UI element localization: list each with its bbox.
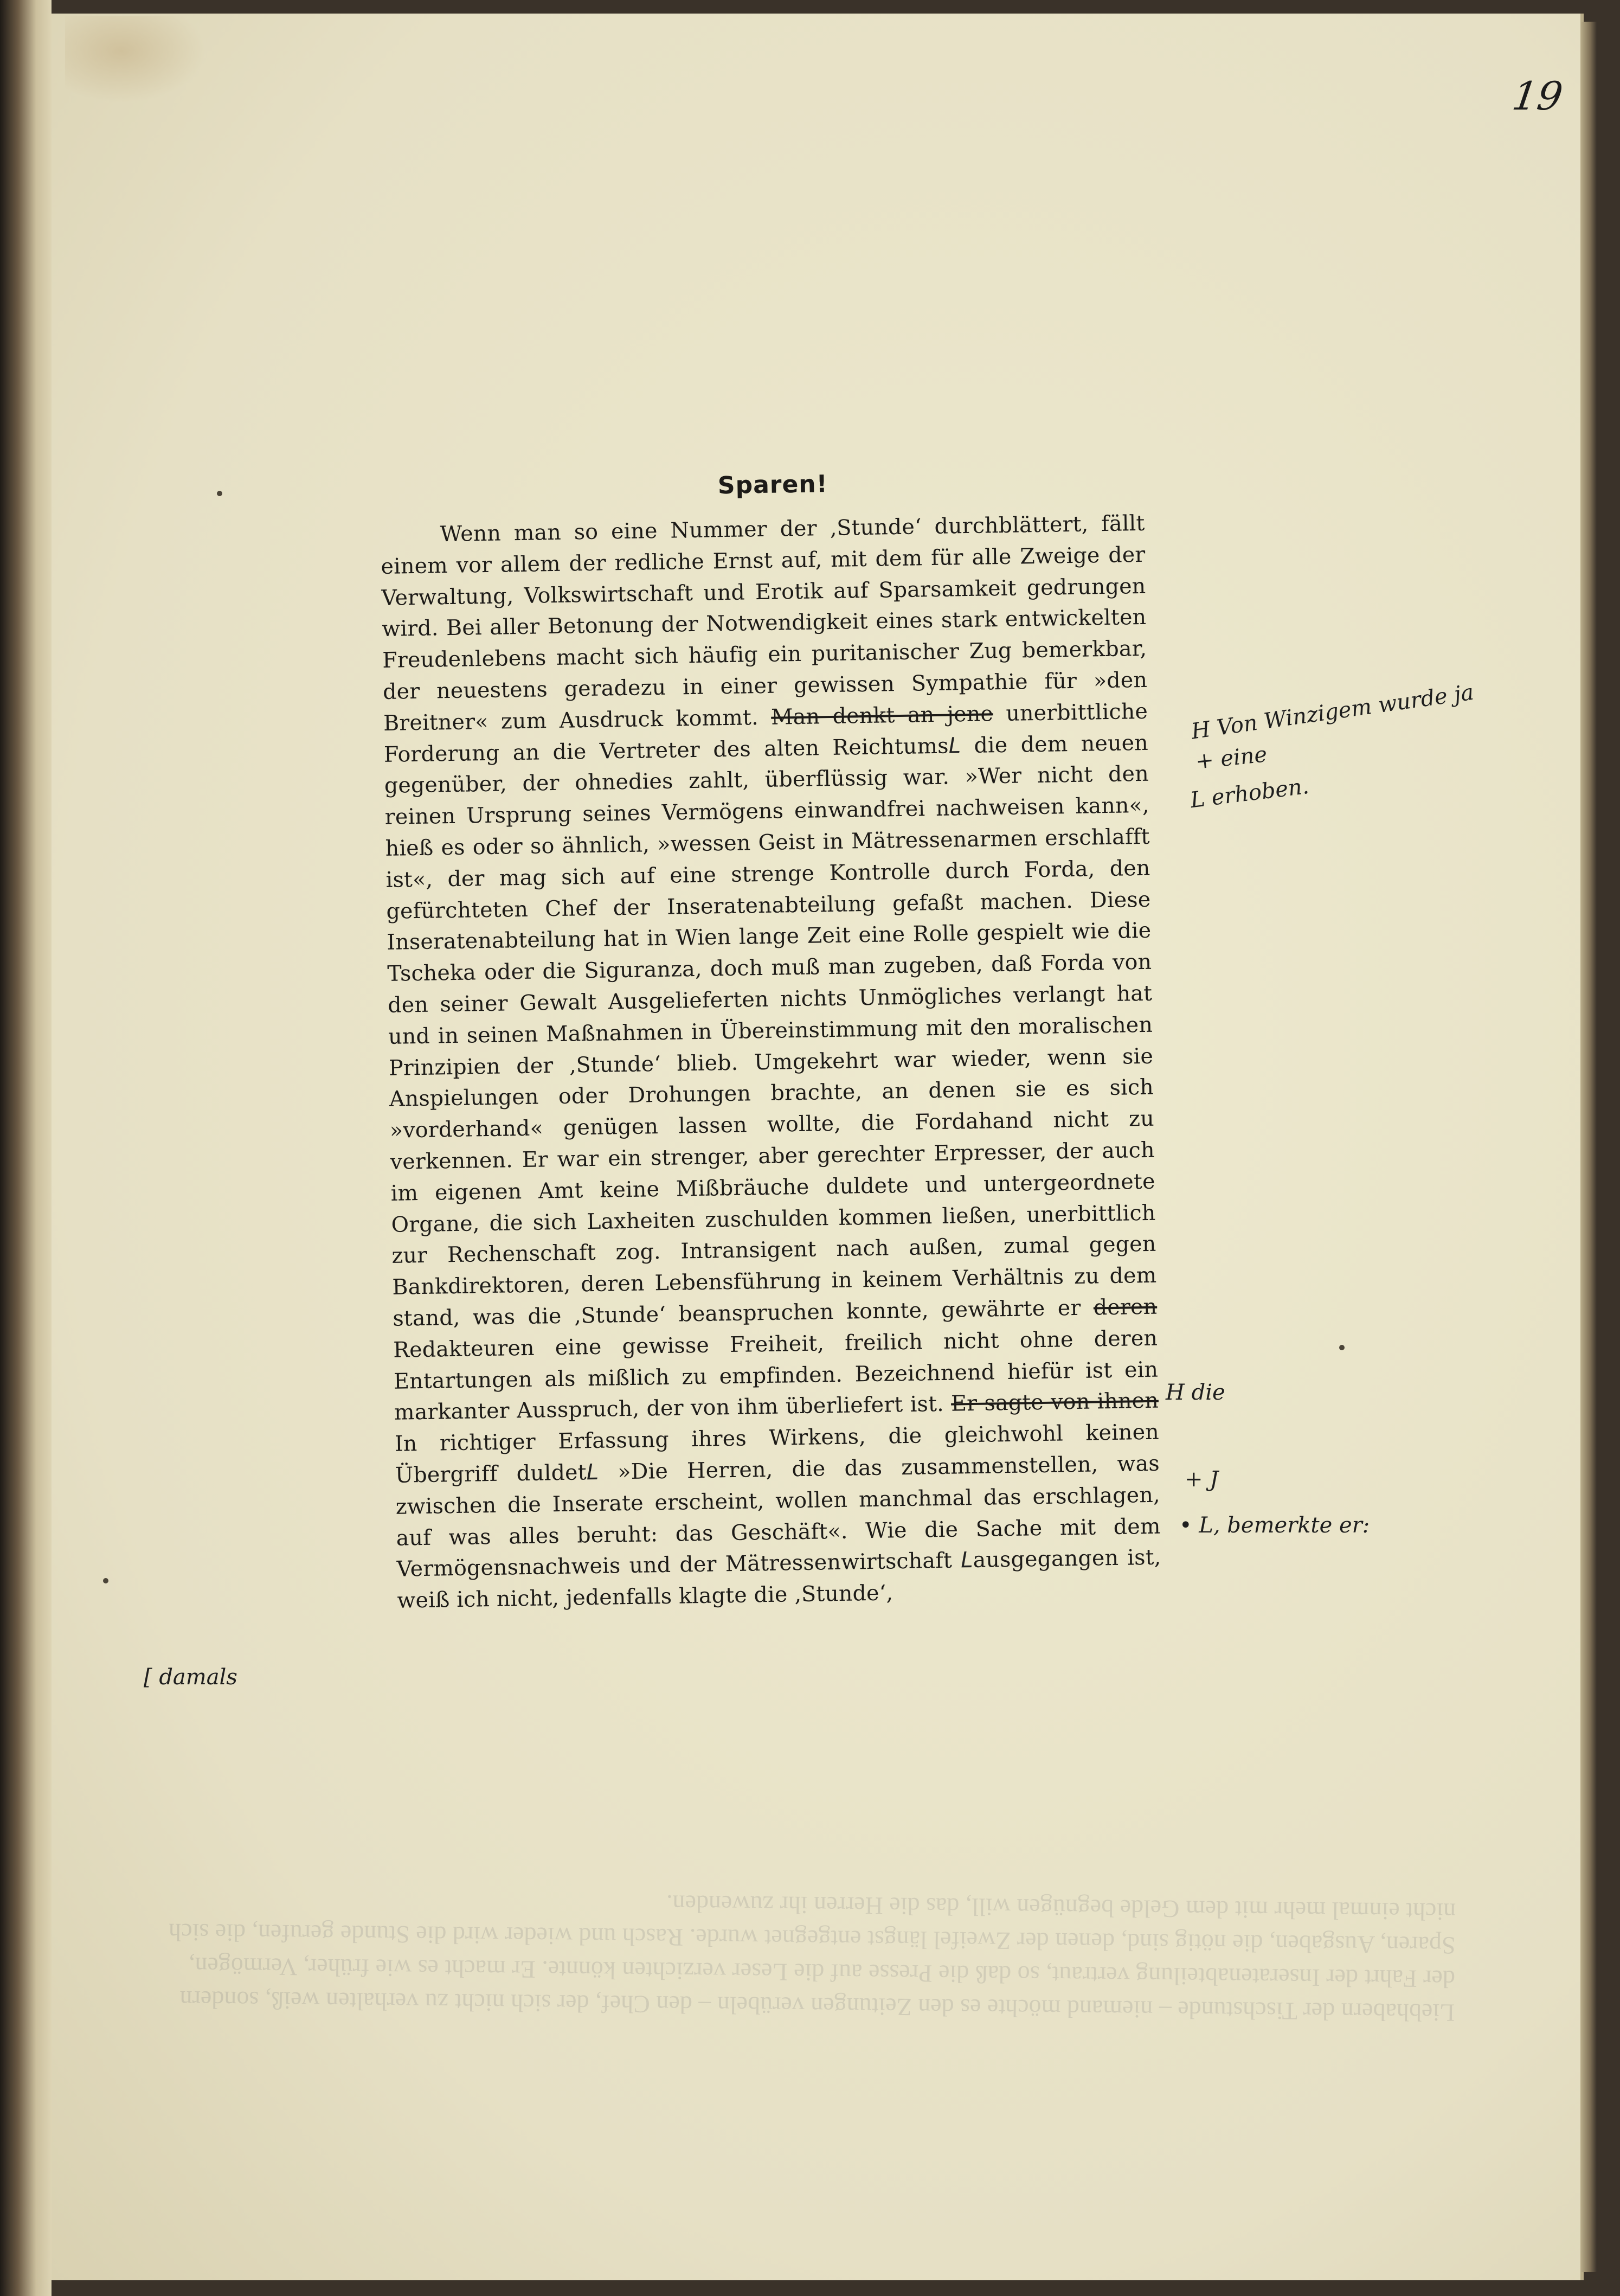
show-through-text: Liebhabern der Tischstunde – niemand möchte es den Zeitungen verübeln – den Chef, der sich nicht zu verhalten weiß, sondern der Fahrt der Inseratenabteilung vertraut, so daß die Presse auf die Leser verzichten könnte. Er macht es wie früher, Vermögen, Sparen, Ausgaben, die nötig sind, denen der Zweifel längst entgegnet wurde. Rasch und wieder wird die Stunde gerufen, die sich nicht einmal mehr mit dem Gelde begnügen will, das die Herren ihr zuwenden. xyxy=(168,1890,1456,2027)
insertion-mark: L xyxy=(586,1459,599,1485)
margin-note: • L, bemerkte er: xyxy=(1179,1513,1370,1538)
margin-note: + J xyxy=(1185,1467,1219,1492)
article-title: Sparen! xyxy=(717,470,828,500)
text-segment: die dem neuen gegenüber, der ohnedies zahlt, überflüssig war. »Wer nicht den reinen Ursprung seines Vermögens einwandfrei nachweisen kann«, hieß es oder so ähnlich, »wessen Geist in Mätressenarmen erschlafft ist«, der mag sich auf eine strenge Kontrolle durch Forda, den gefürchteten Chef der Inseratenabteilung gefaßt machen. Diese Inseratenabteilung hat in Wien lange Zeit eine Rolle gespielt wie die Tscheka oder die Siguranza, doch muß man zugeben, daß Forda von den seiner Gewalt Ausgelieferten nichts Unmögliches verlangt hat und in seinen Maßnahmen in Übereinstimmung mit den moralischen Prinzipien der ‚Stunde‘ blieb. Umgekehrt war wieder, wenn sie Anspielungen oder Drohungen brachte, an denen sie es sich »vorderhand« genügen lassen wollte, die Fordahand nicht zu verkennen. Er war ein strenger, aber gerechter Erpresser, der auch im eigenen Amt keine Mißbräuche duldete und untergeordnete Organe, die sich Laxheiten zuschulden kommen ließen, unerbittlich zur Rechenschaft zog. Intransigent nach außen, zumal gegen Bankdirektoren, deren Lebensführung in keinem Verhältnis zu dem stand, was die ‚Stunde‘ beanspruchen konnte, gewährte er xyxy=(384,730,1157,1331)
paper-speck xyxy=(217,491,222,496)
insertion-mark: L xyxy=(948,733,961,759)
paper-speck xyxy=(1339,1345,1345,1350)
paper-stain xyxy=(65,16,206,103)
text-segment: Redakteuren eine gewisse Freiheit, freilich nicht ohne deren Entartungen als mißlich zu empfinden. Bezeichnend hiefür ist ein markanter Ausspruch, der von ihm überliefert ist. xyxy=(393,1325,1159,1426)
margin-note: + eine xyxy=(1194,742,1269,774)
text-segment: ausgegangen ist, weiß ich nicht, jedenfalls klagte die ‚Stunde‘, xyxy=(397,1544,1161,1613)
text-segment: Wenn man so eine Nummer der ‚Stunde‘ durchblättert, fällt einem vor allem der redliche Ernst auf, mit dem für alle Zweige der Verwaltung, Volkswirtschaft und Erotik auf Sparsamkeit gedrungen wird. Bei aller Betonung der Notwendigkeit eines stark entwickelten Freudenlebens macht sich häufig ein puritanischer Zug bemerkbar, der neuestens geradezu in einer gewissen Sympathie für »den Breitner« zum Ausdruck kommt. xyxy=(381,510,1148,736)
article xyxy=(380,465,1162,1617)
article-paragraph xyxy=(380,508,1162,1617)
paper-speck xyxy=(103,1578,108,1583)
margin-note: H die xyxy=(1166,1380,1225,1405)
struck-text: Man denkt an jene xyxy=(770,701,994,730)
text-segment: »Die Herren, die das zusammenstellen, was zwischen die Inserate erscheint, wollen manchmal das erschlagen, auf was alles beruht: das Geschäft«. Wie die Sache mit dem Vermögensnachweis und der Mätressenwirtschaft xyxy=(395,1451,1161,1582)
text-segment: In richtiger Erfassung ihres Wirkens, die gleichwohl keinen Übergriff duldet xyxy=(394,1419,1160,1488)
margin-note: L erhoben. xyxy=(1189,773,1310,813)
margin-note: [ damals xyxy=(144,1665,237,1690)
book-binding xyxy=(0,0,52,2296)
page-number: 19 xyxy=(1509,73,1566,119)
struck-text: deren xyxy=(1093,1294,1158,1320)
page-edge-shadow xyxy=(1580,22,1597,2272)
text-segment: unerbittliche Forderung an die Vertreter des alten Reichtums xyxy=(383,698,1148,767)
margin-note: H Von Winzigem wurde ja xyxy=(1190,679,1476,745)
struck-text: Er sagte von ihnen xyxy=(950,1388,1159,1416)
insertion-mark: L xyxy=(960,1548,974,1573)
